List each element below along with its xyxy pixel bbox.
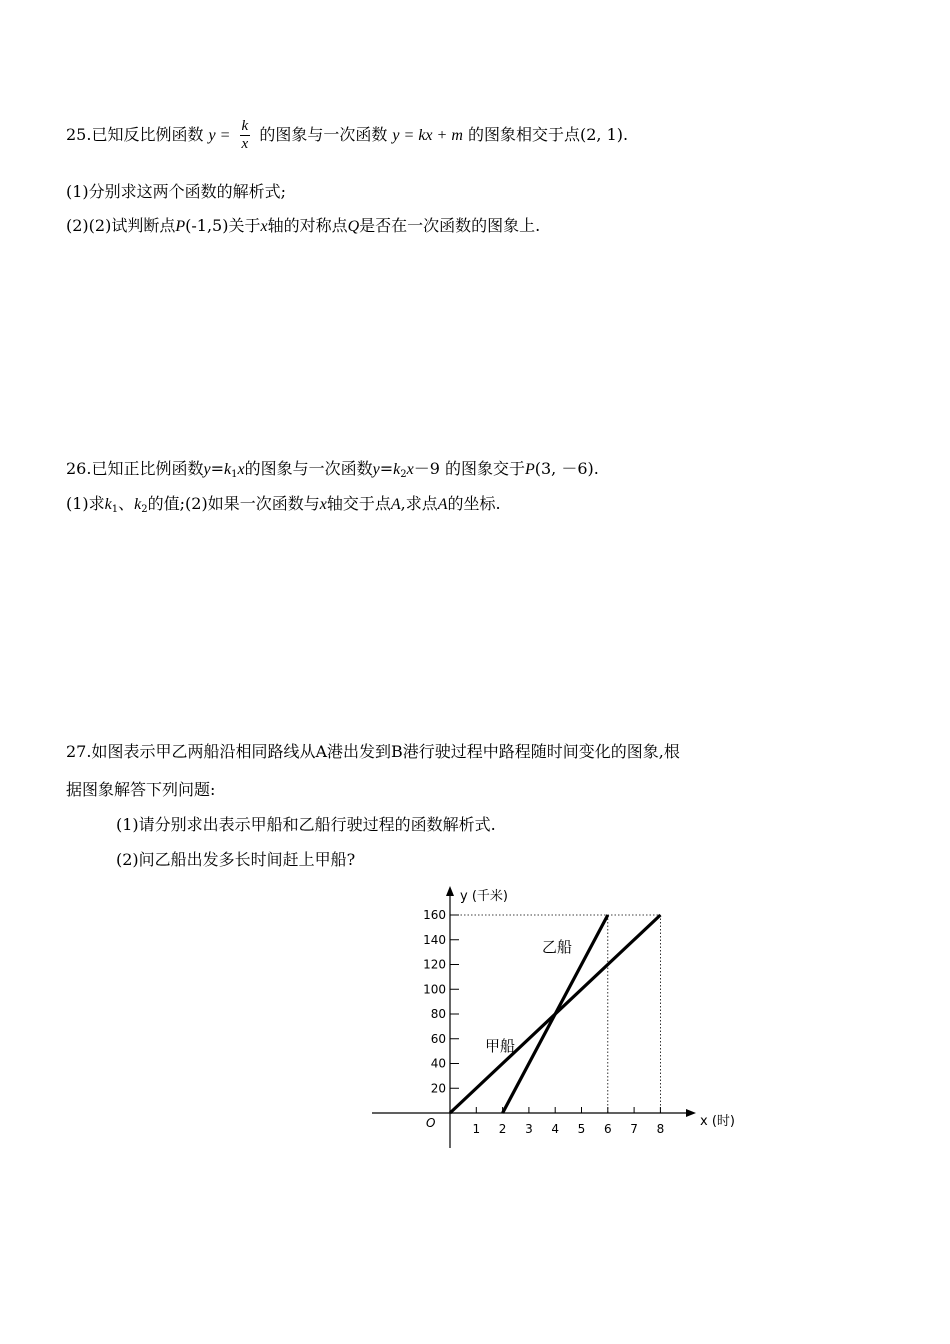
q25-part2-b: (-1,5)关于 xyxy=(185,216,261,235)
x-tick-label: 6 xyxy=(603,1122,612,1136)
x-tick-label: 2 xyxy=(498,1122,507,1136)
q25-prefix: 25.已知反比例函数 xyxy=(66,125,204,144)
q26-k2: k xyxy=(393,461,401,478)
q26-px: x xyxy=(319,496,327,513)
q26-part-f: 的坐标. xyxy=(447,494,501,513)
chart-labels xyxy=(423,888,735,1136)
q26-part-c: 的值;(2)如果一次函数与 xyxy=(147,494,320,513)
q25-line1 xyxy=(66,118,628,153)
q25-part2-d: 是否在一次函数的图象上. xyxy=(359,216,541,235)
y-tick-label: 80 xyxy=(430,1007,446,1021)
series-label-2: 乙船 xyxy=(542,938,573,956)
q26-pk1: k xyxy=(104,496,112,513)
q27-line1: 27.如图表示甲乙两船沿相同路线从A港出发到B港行驶过程中路程随时间变化的图象,根 xyxy=(66,742,680,761)
q25-fraction xyxy=(240,118,251,153)
q25-frac-den: x xyxy=(241,136,249,152)
q26-part-d: 轴交于点 xyxy=(326,494,391,513)
q27-part1: (1)请分别求出表示甲船和乙船行驶过程的函数解析式. xyxy=(116,815,496,834)
distance-time-chart xyxy=(370,880,770,1155)
x-tick-label: 3 xyxy=(525,1122,533,1136)
y-tick-label: 120 xyxy=(423,957,446,972)
q26-x2: x xyxy=(406,461,414,478)
q25-part1: (1)分别求这两个函数的解析式; xyxy=(66,182,287,201)
q25-frac-num: k xyxy=(241,118,249,134)
q26-eq1: = xyxy=(210,459,224,478)
q26-k1: k xyxy=(223,461,232,478)
y-axis-label: y (千米) xyxy=(460,889,508,904)
q26-eq2: = xyxy=(379,459,394,478)
y-tick-label: 40 xyxy=(430,1056,446,1071)
x-axis-arrow xyxy=(686,1109,696,1117)
q26-point-p: P xyxy=(524,461,535,478)
q26-b: 的图象与一次函数 xyxy=(244,459,373,478)
q26-a: 26.已知正比例函数 xyxy=(66,459,204,478)
q25-x: x xyxy=(260,218,268,235)
origin-label: O xyxy=(426,1116,436,1130)
y-tick-label: 160 xyxy=(423,908,446,922)
series-label-1: 甲船 xyxy=(485,1037,516,1055)
y-tick-label: 100 xyxy=(423,982,446,997)
y-tick-label: 20 xyxy=(430,1081,446,1096)
y-tick-label: 140 xyxy=(423,932,446,947)
x-tick-label: 5 xyxy=(577,1122,586,1136)
q26-x1: x xyxy=(237,461,245,478)
x-tick-label: 8 xyxy=(656,1122,665,1136)
y-tick-label: 60 xyxy=(430,1031,446,1046)
x-axis-label: x (时) xyxy=(700,1114,735,1129)
q26-y2: y xyxy=(372,461,380,478)
q26-k2-sub: 2 xyxy=(400,469,407,480)
q26-c: －9 的图象交于 xyxy=(413,459,525,478)
q26-d: (3, －6). xyxy=(534,459,599,478)
y-axis-arrow xyxy=(446,886,454,896)
q26-pk2-sub: 2 xyxy=(141,504,148,515)
q25-func2: y = kx + m xyxy=(392,127,463,144)
q26-part-b: 、 xyxy=(118,494,135,513)
q25-part2-a: (2)(2)试判断点 xyxy=(66,216,176,235)
q26-k1-sub: 1 xyxy=(231,469,238,480)
q26-pk2: k xyxy=(134,496,142,513)
q25-point-p: P xyxy=(175,218,186,235)
q25-part2-c: 轴的对称点 xyxy=(267,216,348,235)
q26-part-a: (1)求 xyxy=(66,494,105,513)
x-tick-label: 1 xyxy=(472,1122,481,1136)
q26-point-a: A xyxy=(390,496,401,513)
q26-pk1-sub: 1 xyxy=(111,504,119,515)
q26-point-a2: A xyxy=(437,496,448,513)
q26-line1 xyxy=(66,459,599,485)
q26-part-e: ,求点 xyxy=(400,494,438,513)
x-tick-label: 7 xyxy=(630,1122,638,1136)
q25-suffix: 的图象相交于点(2, 1). xyxy=(467,125,629,144)
q26-line2 xyxy=(66,494,501,520)
q27-line2: 据图象解答下列问题: xyxy=(66,780,216,799)
q25-part2 xyxy=(66,216,540,237)
q25-mid: 的图象与一次函数 xyxy=(259,125,388,144)
x-tick-label: 4 xyxy=(551,1122,560,1136)
q26-y1: y xyxy=(203,461,211,478)
q25-func1-lhs: y = xyxy=(208,127,231,144)
q25-point-q: Q xyxy=(347,218,360,235)
q27-part2: (2)问乙船出发多长时间赶上甲船? xyxy=(116,850,356,869)
